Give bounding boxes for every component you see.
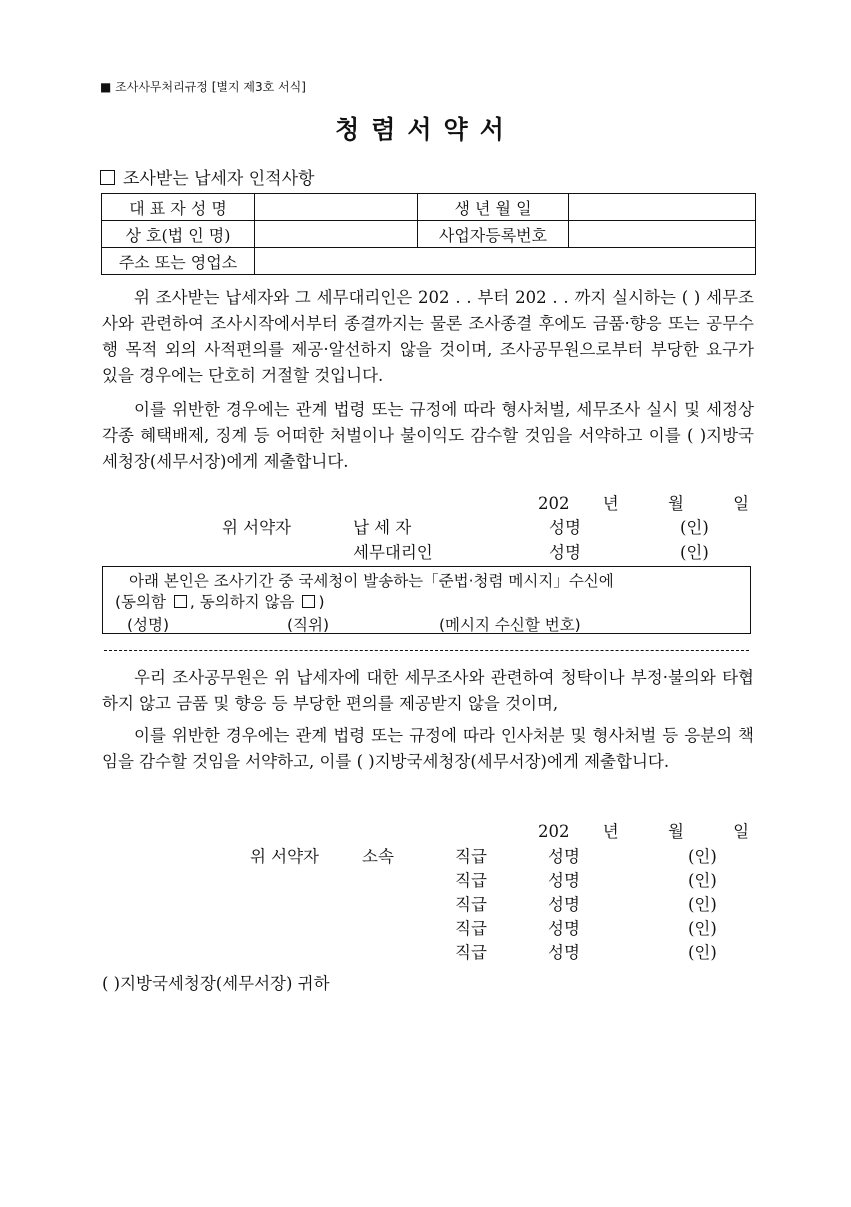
grade-label: 직급 — [455, 919, 487, 938]
month-label: 월 — [667, 822, 684, 841]
consent-text: 아래 본인은 조사기간 중 국세청이 발송하는「준법·청렴 메시지」수신에 — [129, 572, 614, 590]
year-value: 202 — [538, 494, 570, 513]
address-field — [255, 248, 756, 275]
pledger-label: 위 서약자 — [250, 847, 320, 866]
rep-name-field — [255, 194, 418, 221]
birth-label: 생 년 월 일 — [418, 194, 569, 221]
rep-name-label: 대 표 자 성 명 — [102, 194, 255, 221]
form-header-label: ■ 조사사무처리규정 [별지 제3호 서식] — [100, 80, 306, 94]
name-label: 성명 — [548, 919, 580, 938]
address-label: 주소 또는 영업소 — [102, 248, 255, 275]
disagree-checkbox[interactable] — [302, 595, 315, 608]
year-label: 년 — [602, 494, 619, 513]
birth-field — [569, 194, 756, 221]
affiliation-label: 소속 — [362, 847, 394, 866]
name-label: 성명 — [549, 543, 581, 562]
company-field — [255, 221, 418, 248]
taxpayer-label: 납 세 자 — [353, 518, 412, 537]
taxpayer-info-table — [101, 193, 756, 275]
seal-mark: (인) — [680, 543, 709, 562]
table-row — [102, 248, 756, 275]
agree-label: (동의함 — [115, 593, 166, 611]
date-2 — [538, 818, 749, 842]
taxpayer-pledge — [102, 285, 754, 475]
official-para-1: 우리 조사공무원은 위 납세자에 대한 세무조사와 관련하여 청탁이나 부정·불의와 타협하지 않고 금품 및 향응 등 부당한 편의를 제공받지 않을 것이며, — [102, 668, 754, 713]
table-row — [102, 194, 756, 221]
consent-phone-field: (메시지 수신할 번호) — [439, 616, 581, 634]
company-label: 상 호(법 인 명) — [102, 221, 255, 248]
agent-label: 세무대리인 — [353, 543, 433, 562]
table-row — [102, 221, 756, 248]
year-label: 년 — [602, 822, 619, 841]
section-title-text: 조사받는 납세자 인적사항 — [123, 169, 315, 189]
seal-mark: (인) — [688, 871, 717, 890]
name-label: 성명 — [548, 895, 580, 914]
document-title: 청렴서약서 — [335, 115, 516, 144]
date-1 — [538, 490, 749, 514]
seal-mark: (인) — [680, 518, 709, 537]
checkbox-icon — [100, 170, 115, 185]
pledger-label: 위 서약자 — [222, 518, 292, 537]
biz-reg-field — [569, 221, 756, 248]
close-paren: ) — [318, 593, 325, 611]
taxpayer-para-2: 이를 위반한 경우에는 관계 법령 또는 규정에 따라 형사처벌, 세무조사 실시 및 세정상 각종 혜택배제, 징계 등 어떠한 처벌이나 불이익도 감수할 것임을 서약하고 이를 ( )지방국세청장(세무서장)에게 제출합니다. — [102, 400, 754, 471]
name-label: 성명 — [548, 943, 580, 962]
official-para-2: 이를 위반한 경우에는 관계 법령 또는 규정에 따라 인사처분 및 형사처벌 등 응분의 책임을 감수할 것임을 서약하고, 이를 ( )지방국세청장(세무서장)에게 제출합니다. — [102, 726, 754, 771]
name-label: 성명 — [548, 847, 580, 866]
seal-mark: (인) — [688, 919, 717, 938]
grade-label: 직급 — [455, 847, 487, 866]
agree-checkbox[interactable] — [174, 595, 187, 608]
section-title — [100, 164, 314, 189]
day-label: 일 — [733, 494, 750, 513]
cut-line — [104, 650, 749, 651]
month-label: 월 — [667, 494, 684, 513]
official-pledge — [102, 665, 754, 775]
grade-label: 직급 — [455, 871, 487, 890]
consent-position-field: (직위) — [287, 616, 330, 634]
day-label: 일 — [733, 822, 750, 841]
grade-label: 직급 — [455, 943, 487, 962]
grade-label: 직급 — [455, 895, 487, 914]
consent-name-field: (성명) — [127, 616, 170, 634]
name-label: 성명 — [549, 518, 581, 537]
seal-mark: (인) — [688, 943, 717, 962]
addressee: ( )지방국세청장(세무서장) 귀하 — [102, 974, 330, 993]
message-consent-box — [102, 566, 751, 634]
seal-mark: (인) — [688, 847, 717, 866]
biz-reg-label: 사업자등록번호 — [418, 221, 569, 248]
taxpayer-para-1: 위 조사받는 납세자와 그 세무대리인은 202 . . 부터 202 . . 까지 실시하는 ( ) 세무조사와 관련하여 조사시작에서부터 종결까지는 물론 조사종결 후에도 금품·향응 또는 공무수행 목적 외의 사적편의를 제공·알선하지 않을 것이며, 조사공무원으로부터 부당한 요구가 있을 경우에는 단호히 거절할 것입니다. — [102, 288, 754, 385]
name-label: 성명 — [548, 871, 580, 890]
year-value: 202 — [538, 822, 570, 841]
seal-mark: (인) — [688, 895, 717, 914]
disagree-label: , 동의하지 않음 — [189, 593, 295, 611]
consent-options — [115, 590, 325, 612]
